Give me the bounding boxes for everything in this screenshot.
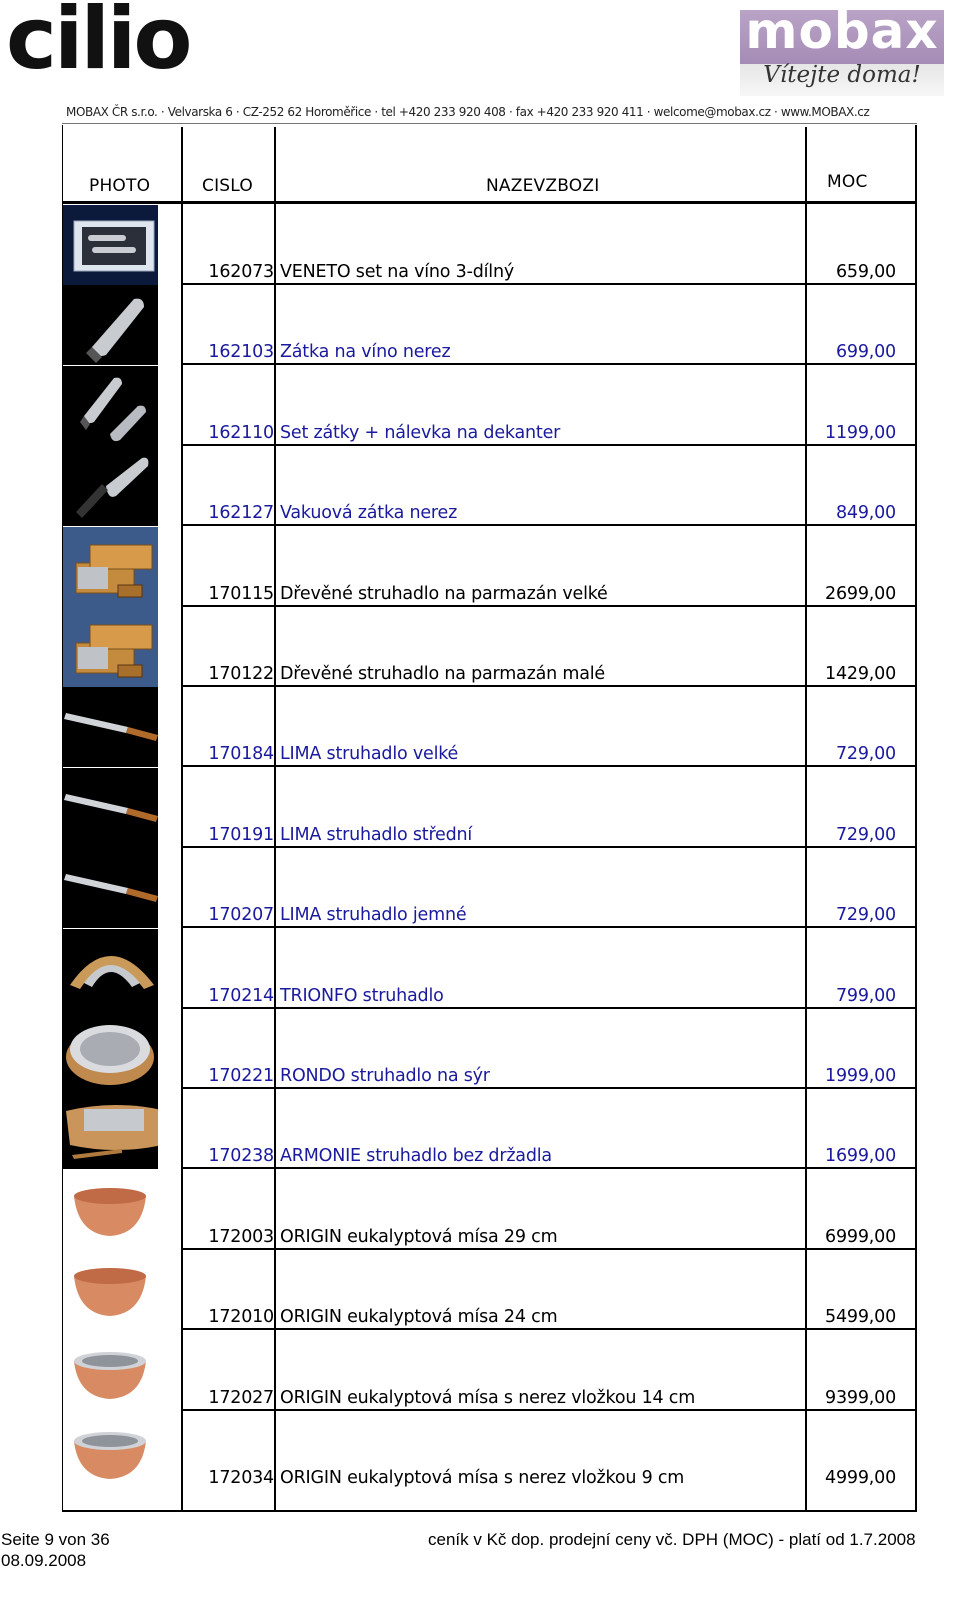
product-price: 729,00 xyxy=(835,905,896,926)
product-code: 170122 xyxy=(208,664,274,684)
product-price: 699,00 xyxy=(835,342,896,363)
product-name: RONDO struhadlo na sýr xyxy=(280,1066,490,1086)
product-code: 172003 xyxy=(208,1226,274,1247)
product-name: TRIONFO struhadlo xyxy=(280,985,444,1006)
product-code: 170184 xyxy=(208,744,274,765)
rasp-grater-icon xyxy=(62,848,158,928)
wooden-bowl-icon xyxy=(62,1170,158,1250)
print-date: 08.09.2008 xyxy=(1,1551,87,1570)
column-header-photo: PHOTO xyxy=(89,176,151,196)
column-header-nazevzbozi: NAZEVZBOZI xyxy=(486,176,600,196)
column-divider xyxy=(181,127,183,1510)
wooden-grater-box-icon xyxy=(62,527,158,607)
table-row xyxy=(62,1009,917,1089)
cilio-logo: cilio xyxy=(6,0,190,89)
table-row xyxy=(62,1170,917,1250)
mobax-logo xyxy=(740,2,944,94)
table-row xyxy=(62,607,917,687)
product-price: 849,00 xyxy=(835,503,896,524)
table-row xyxy=(62,687,917,767)
product-code: 170214 xyxy=(208,985,274,1006)
header-divider xyxy=(62,201,917,204)
column-header-moc: MOC xyxy=(827,172,868,192)
price-table xyxy=(62,125,917,1512)
table-header xyxy=(62,125,917,205)
product-price: 729,00 xyxy=(835,744,896,765)
stopper-funnel-set-icon xyxy=(62,366,158,446)
bowl-steel-insert-icon xyxy=(62,1411,158,1491)
table-row xyxy=(62,768,917,848)
product-name: Dřevěné struhadlo na parmazán malé xyxy=(280,664,605,684)
product-price: 1999,00 xyxy=(825,1066,896,1086)
table-row xyxy=(62,285,917,365)
column-header-cislo: CISLO xyxy=(202,176,253,196)
table-border-right xyxy=(915,125,917,1512)
product-price: 1199,00 xyxy=(825,422,896,443)
product-name: ORIGIN eukalyptová mísa s nerez vložkou 14 cm xyxy=(280,1387,696,1408)
company-address: MOBAX ČR s.r.o. · Velvarska 6 · CZ-252 62 Horoměřice · tel +420 233 920 408 · fax +420 233 920 411 · welcome@mobax.cz · www.MOBAX.cz xyxy=(66,105,870,119)
product-price: 5499,00 xyxy=(825,1307,896,1328)
product-name: VENETO set na víno 3-dílný xyxy=(280,262,514,282)
product-name: Zátka na víno nerez xyxy=(280,342,451,363)
product-price: 659,00 xyxy=(835,262,896,282)
price-note: ceník v Kč dop. prodejní ceny vč. DPH (MOC) - platí od 1.7.2008 xyxy=(428,1530,916,1549)
table-row xyxy=(62,1411,917,1491)
product-price: 799,00 xyxy=(835,985,896,1006)
wooden-grater-box-icon xyxy=(62,607,158,687)
table-row xyxy=(62,527,917,607)
product-name: ORIGIN eukalyptová mísa 29 cm xyxy=(280,1226,558,1247)
table-row xyxy=(62,929,917,1009)
round-grater-icon xyxy=(62,1009,158,1089)
product-code: 172034 xyxy=(208,1468,274,1488)
page-number: Seite 9 von 36 xyxy=(1,1530,110,1549)
address-divider xyxy=(62,123,917,124)
product-code: 170115 xyxy=(208,583,274,604)
mobax-slogan: Vítejte doma! xyxy=(763,62,921,88)
product-price: 2699,00 xyxy=(825,583,896,604)
bowl-steel-insert-icon xyxy=(62,1331,158,1411)
product-price: 1699,00 xyxy=(825,1146,896,1167)
product-code: 162073 xyxy=(208,262,274,282)
product-name: LIMA struhadlo jemné xyxy=(280,905,467,926)
product-name: LIMA struhadlo velké xyxy=(280,744,459,765)
wine-stopper-icon xyxy=(62,285,158,365)
wine-set-box-icon xyxy=(62,205,158,285)
product-price: 4999,00 xyxy=(825,1468,896,1488)
product-code: 162110 xyxy=(208,422,274,443)
table-row xyxy=(62,1250,917,1330)
table-row xyxy=(62,366,917,446)
product-name: Set zátky + nálevka na dekanter xyxy=(280,422,561,443)
product-name: ORIGIN eukalyptová mísa s nerez vložkou 9 cm xyxy=(280,1468,685,1488)
wooden-bowl-icon xyxy=(62,1250,158,1330)
product-code: 170191 xyxy=(208,824,274,845)
product-code: 172027 xyxy=(208,1387,274,1408)
table-row xyxy=(62,1089,917,1169)
table-row xyxy=(62,1331,917,1411)
product-name: ORIGIN eukalyptová mísa 24 cm xyxy=(280,1307,558,1328)
product-code: 162103 xyxy=(208,342,274,363)
column-divider xyxy=(805,127,807,1510)
table-border-bottom xyxy=(62,1510,917,1512)
table-row xyxy=(62,446,917,526)
product-price: 9399,00 xyxy=(825,1387,896,1408)
product-price: 6999,00 xyxy=(825,1226,896,1247)
vacuum-stopper-icon xyxy=(62,446,158,526)
arched-grater-icon xyxy=(62,929,158,1009)
rasp-grater-icon xyxy=(62,768,158,848)
product-code: 172010 xyxy=(208,1307,274,1328)
product-price: 1429,00 xyxy=(825,664,896,684)
product-code: 162127 xyxy=(208,503,274,524)
product-price: 729,00 xyxy=(835,824,896,845)
mobax-logo-word: mobax xyxy=(745,2,939,60)
product-code: 170221 xyxy=(208,1066,274,1086)
product-name: Vakuová zátka nerez xyxy=(280,503,458,524)
product-code: 170238 xyxy=(208,1146,274,1167)
table-row xyxy=(62,205,917,285)
column-divider xyxy=(274,127,276,1510)
product-name: ARMONIE struhadlo bez držadla xyxy=(280,1146,552,1167)
grater-tray-spoon-icon xyxy=(62,1089,172,1169)
product-name: LIMA struhadlo střední xyxy=(280,824,473,845)
product-name: Dřevěné struhadlo na parmazán velké xyxy=(280,583,608,604)
product-code: 170207 xyxy=(208,905,274,926)
table-row xyxy=(62,848,917,928)
rasp-grater-icon xyxy=(62,687,158,767)
table-border-left xyxy=(62,125,63,1512)
